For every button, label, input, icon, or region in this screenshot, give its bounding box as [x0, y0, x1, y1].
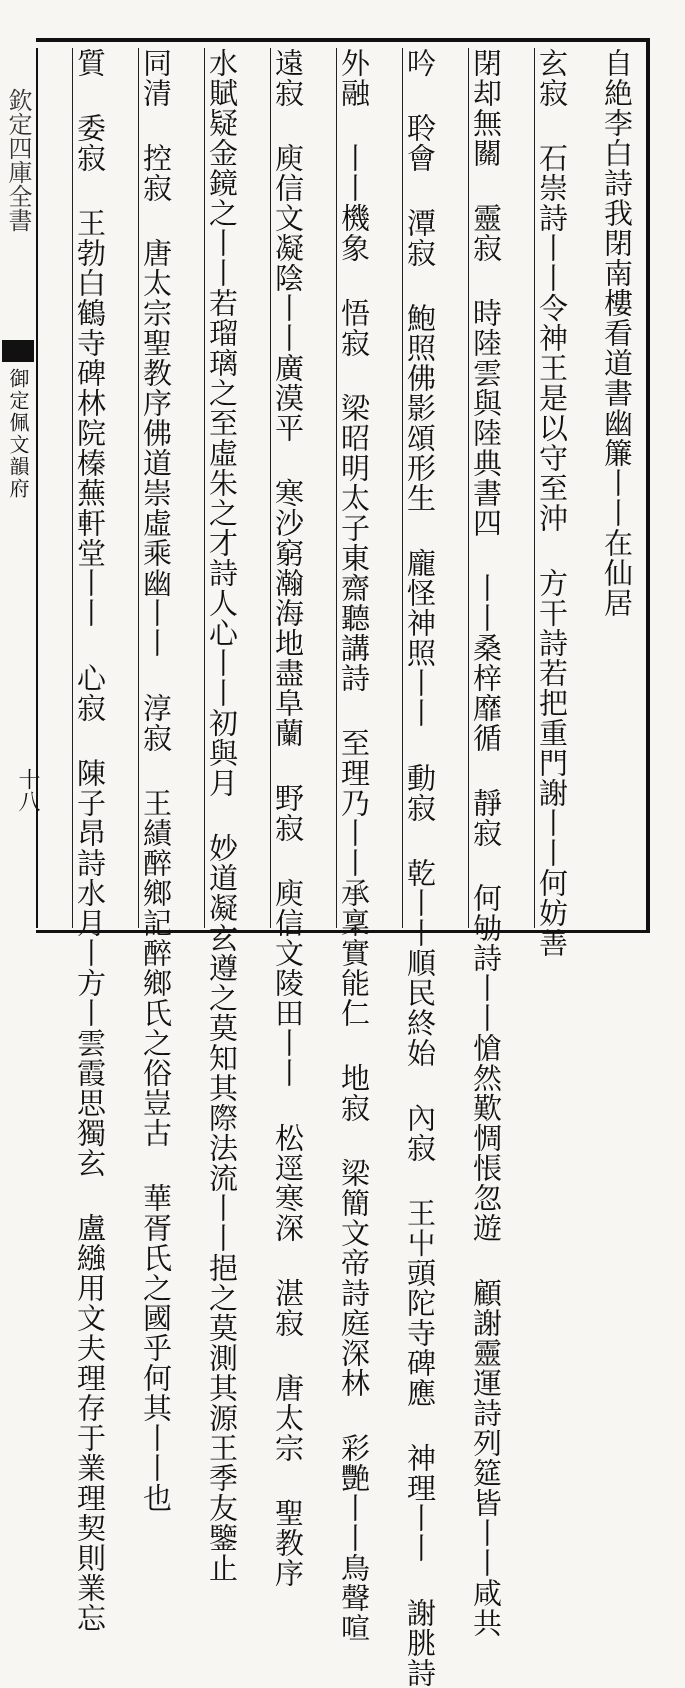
book-title: 御定佩文韻府 [6, 368, 30, 500]
text-column-4: 吟 聆會 潭寂 鮑照佛影頌形生 龐怪神照丨丨 動寂 乾丨丨順民終始 內寂 王屮頭陀寺碑應 神理丨丨 謝朓詩 [403, 48, 437, 1688]
text-column-9: 質 委寂 王勃白鶴寺碑林院榛蕪軒堂丨丨 心寂 陳子昂詩水月丨方丨雲霞思獨玄 盧繈用文夫理存于業理契則業忘 [73, 48, 107, 1633]
text-column-5: 外融 丨丨機象 悟寂 梁昭明太子東齋聽講詩 至理乃丨丨承稟實能仁 地寂 梁簡文帝詩庭深林 彩艷丨丨鳥聲喧 [337, 48, 371, 1643]
text-column-8: 同清 控寂 唐太宗聖教序佛道崇虛乘幽丨丨 淳寂 王績醉鄉記醉鄉氏之俗豈古 華胥氏之國乎何其丨丨也 [139, 48, 173, 1513]
page-margin [0, 48, 38, 928]
text-column-3: 閉却無關 靈寂 時陸雲與陸典書四 丨丨桑梓靡循 靜寂 何劬詩丨丨愴然歎惆悵忽遊 顧謝靈運詩列筵皆丨丨咸共 [469, 48, 503, 1638]
fish-tail-mark [2, 340, 34, 362]
page-number: 十八 [15, 768, 40, 812]
text-column-1: 自絶李白詩我閉南樓看道書幽簾丨丨在仙居 [600, 48, 634, 618]
text-column-6: 遠寂 庾信文凝陰丨丨廣漠平 寒沙窮瀚海地盡阜蘭 野寂 庾信文陵田丨丨 松逕寒深 湛寂 唐太宗 聖教序 [271, 48, 305, 1588]
text-column-2: 玄寂 石崇詩丨丨令神王是以守至沖 方干詩若把重門謝丨丨何妨善 [535, 48, 569, 958]
collection-label: 欽定四庫全書 [4, 88, 32, 232]
text-column-7: 水賦疑金鏡之丨丨若瑠璃之至虛朱之才詩人心丨丨初與月 妙道凝玄遵之莫知其際法流丨丨挹之莫測其源王季友鑒止 [205, 48, 239, 1583]
